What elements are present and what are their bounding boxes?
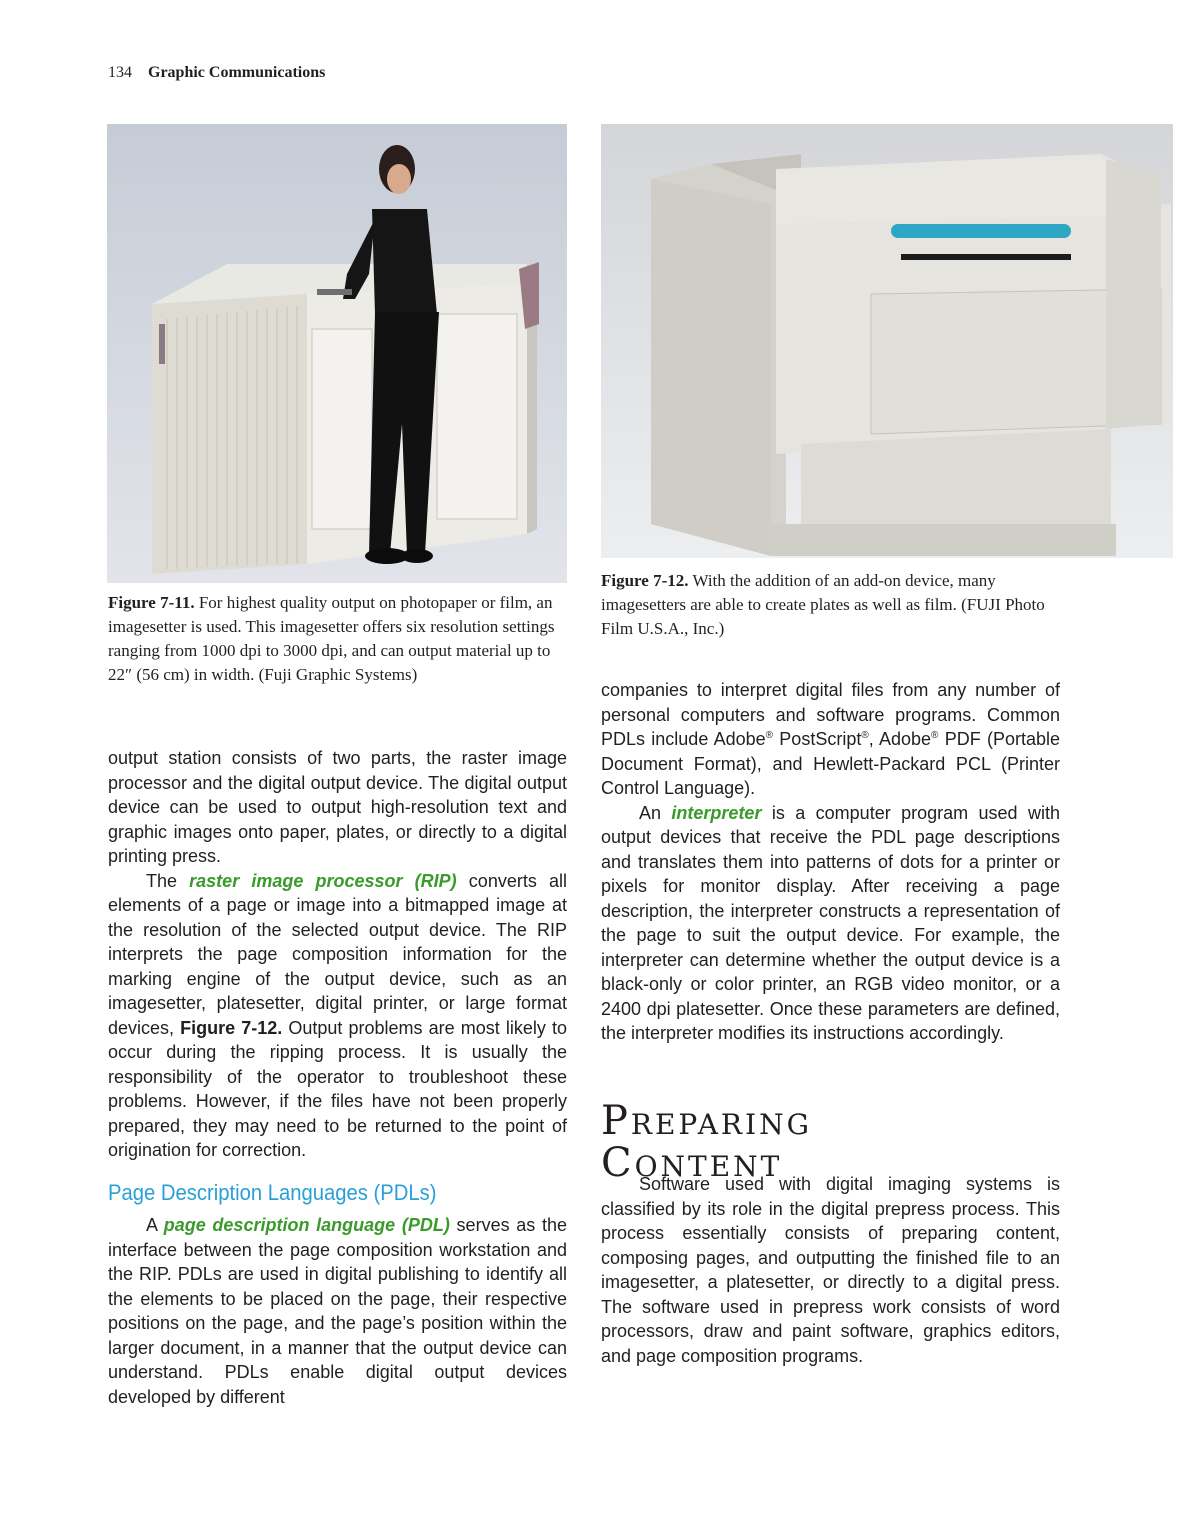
figure-7-12-text: With the addition of an add-on device, many imagesetters are able to create plates as well as film. (FUJI Photo Film U.S.A., Inc.) [601, 571, 1045, 638]
term-pdl: page description language (PDL) [163, 1215, 450, 1235]
text-run: companies to interpret digital files from any number of personal computers and software programs. Common PDLs include Adobe [601, 680, 1060, 749]
text-run: PostScript [773, 729, 862, 749]
text-run: , Adobe [868, 729, 932, 749]
registered-mark: ® [765, 730, 774, 741]
text-run: converts all elements of a page or image into a bitmapped image at the resolution of the selected output device. The RIP interprets the page composition information for the marking engine of the output device, such as an imagesetter, platesetter, digital printer, or large format devices, [108, 870, 567, 1038]
heading-line-1: Preparing [601, 1098, 812, 1144]
heading-line-2: Content [601, 1140, 783, 1186]
left-paragraph-1: output station consists of two parts, the raster image processor and the digital output device. The digital output device can be used to output high-resolution text and graphic images onto paper, plates, or directly to a digital printing press. [108, 748, 567, 866]
text-run: The [146, 870, 190, 891]
text-run: is a computer program used with output devices that receive the PDL page descriptions and translates them into patterns of dots for a printer or pixels for monitor display. After receiving a page description, the interpreter constructs a representation of the page to suit the output device. For example, the interpreter can determine whether the output device is a black-only or color printer, an RGB video monitor, or a 2400 dpi platesetter. Once these parameters are defined, the interpreter modifies its instructions accordingly. [601, 802, 1060, 1043]
subheading-pdl: Page Description Languages (PDLs) [108, 1179, 437, 1205]
text-run: A [146, 1215, 164, 1235]
term-rip: raster image processor (RIP) [189, 870, 457, 891]
text-run: serves as the interface between the page composition workstation and the RIP. PDLs are used in digital publishing to identify all the elements to be placed on the page, their respective positions on the page, and the page’s position within the larger document, in a manner that the output device can understand. PDLs enable digital output devices developed by different [108, 1215, 568, 1407]
running-title: Graphic Communications [148, 64, 326, 81]
text-run: Output problems are most likely to occur during the ripping process. It is usually the responsibility of the operator to troubleshoot these problems. However, if the files have not been properly prepared, they may need to be returned to the point of origination for correction. [108, 1017, 567, 1160]
right-column-top [601, 678, 1060, 1046]
figure-7-11-photo [107, 124, 567, 583]
running-header [108, 64, 325, 82]
page-number: 134 [108, 64, 132, 81]
right-paragraph-1 [601, 678, 1060, 801]
registered-mark: ® [861, 730, 869, 741]
right-column-bottom [601, 1172, 1060, 1368]
figure-7-12-photo [601, 124, 1173, 558]
left-paragraph-3 [108, 1213, 567, 1409]
left-paragraph-2 [108, 869, 567, 1163]
registered-mark: ® [931, 730, 939, 741]
text-run: PDF (Portable Document Format), and Hewlett-Packard PCL (Printer Control Language). [601, 729, 1060, 798]
figure-7-12-caption [601, 569, 1061, 641]
right-paragraph-3: Software used with digital imaging systems is classified by its role in the digital prepress process. This process essentially consists of preparing content, composing pages, and outputting the finished file to an imagesetter, a platesetter, or directly to a digital press. The software used in prepress work consists of word processors, draw and paint software, graphics editors, and page composition programs. [601, 1174, 1060, 1366]
term-interpreter: interpreter [671, 802, 762, 823]
figure-reference: Figure 7-12. [180, 1017, 283, 1038]
figure-7-11-caption [108, 591, 568, 687]
text-run: An [639, 802, 672, 823]
left-column [108, 746, 567, 1409]
figure-7-11-text: For highest quality output on photopaper or film, an imagesetter is used. This imagesetter offers six resolution settings ranging from 1000 dpi to 3000 dpi, and can output material up to 22″ (56 cm) in width. (Fuji Graphic Systems) [108, 593, 555, 684]
right-paragraph-2 [601, 801, 1060, 1046]
figure-7-11-label: Figure 7-11. [108, 593, 195, 612]
figure-7-12-label: Figure 7-12. [601, 571, 689, 590]
